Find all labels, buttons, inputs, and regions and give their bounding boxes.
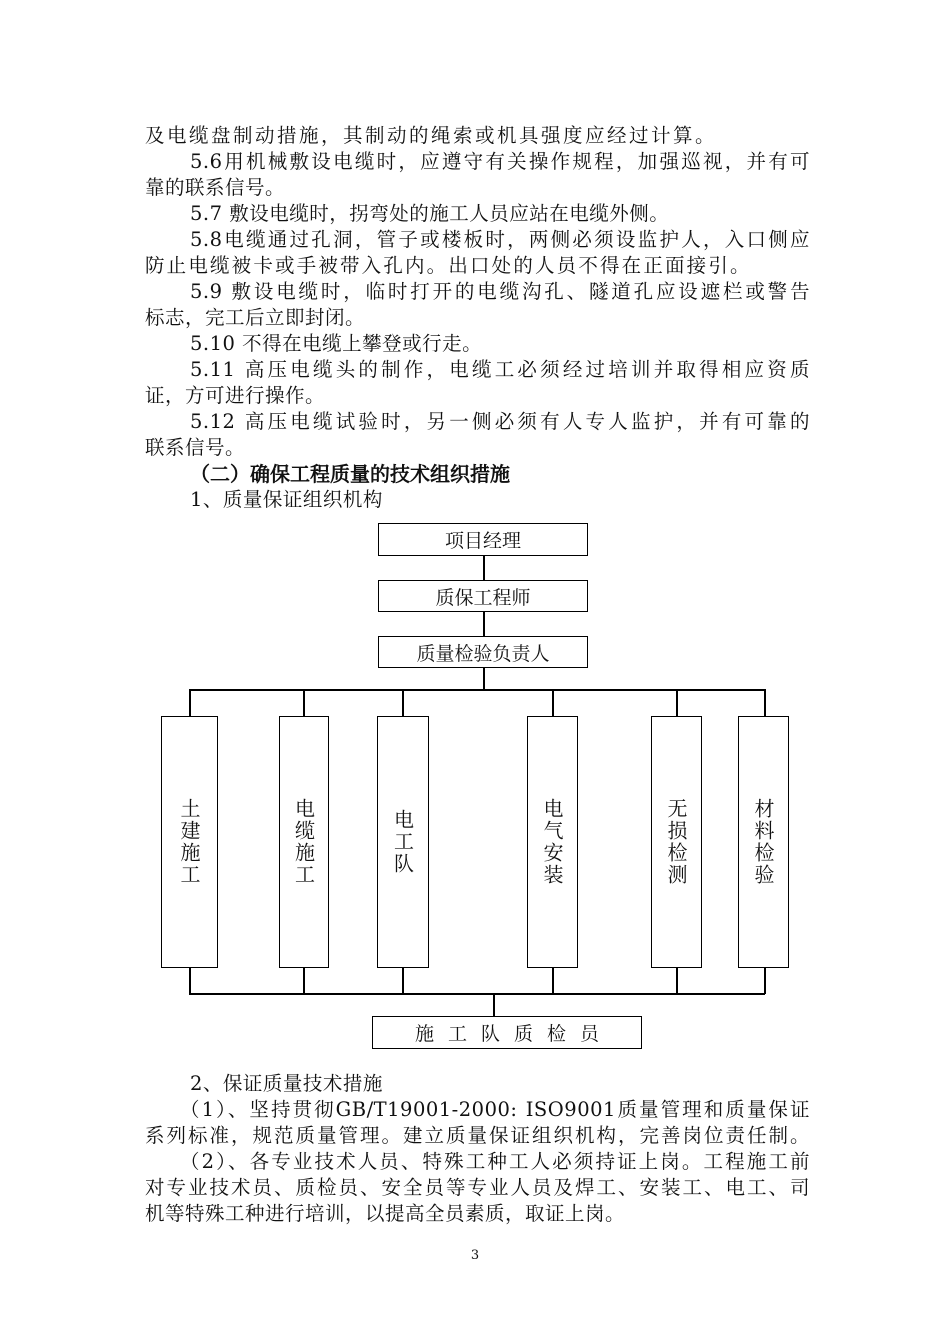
subheading-org-structure: 1、质量保证组织机构: [190, 488, 383, 511]
paragraph-line: 及电缆盘制动措施，其制动的绳索或机具强度应经过计算。: [145, 124, 715, 147]
org-box-label: 项目经理: [444, 530, 521, 552]
paragraph-line: 机等特殊工种进行培训，以提高全员素质，取证上岗。: [145, 1202, 626, 1225]
org-box-team-quality-inspector: [372, 1016, 642, 1049]
team-box-label: 土建施工: [177, 798, 201, 886]
connector-line: [552, 689, 554, 716]
paragraph-line: 系列标准，规范质量管理。建立质量保证组织机构，完善岗位责任制。: [145, 1124, 810, 1147]
paragraph-line: 靠的联系信号。: [145, 176, 286, 199]
team-box-label: 无损检测: [664, 798, 688, 886]
paragraph-line: 标志，完工后立即封闭。: [145, 306, 366, 329]
paragraph-line: 证，方可进行操作。: [145, 384, 326, 407]
paragraph-line: 5.12 高压电缆试验时，另一侧必须有人专人监护，并有可靠的: [190, 410, 810, 433]
connector-line: [483, 556, 485, 580]
connector-line: [303, 689, 305, 716]
connector-line: [402, 689, 404, 716]
paragraph-line: 联系信号。: [145, 436, 246, 459]
connector-line: [676, 968, 678, 994]
paragraph-line: 5.6用机械敷设电缆时，应遵守有关操作规程，加强巡视，并有可: [190, 150, 810, 173]
team-box-label: 电缆施工: [291, 798, 316, 886]
team-box-label: 电气安装: [540, 798, 564, 886]
connector-line: [552, 968, 554, 994]
connector-bus-bottom: [189, 993, 765, 995]
connector-line: [483, 612, 485, 636]
connector-bus-top: [189, 689, 765, 691]
paragraph-line: 5.11 高压电缆头的制作，电缆工必须经过培训并取得相应资质: [190, 358, 810, 381]
team-box-material-inspection: [738, 716, 789, 968]
connector-line: [676, 689, 678, 716]
org-box-label: 质量检验负责人: [416, 642, 550, 665]
paragraph-line: 5.10 不得在电缆上攀登或行走。: [190, 332, 483, 355]
paragraph-line: 对专业技术员、质检员、安全员等专业人员及焊工、安装工、电工、司: [145, 1176, 810, 1199]
paragraph-line: 5.9 敷设电缆时，临时打开的电缆沟孔、隧道孔应设遮栏或警告: [190, 280, 810, 303]
team-box-electrician-team: [377, 716, 429, 968]
org-box-quality-inspection-lead: [378, 636, 588, 668]
connector-line: [402, 968, 404, 994]
connector-line: [483, 668, 485, 690]
page-number: 3: [470, 1248, 480, 1263]
paragraph-line: 5.7 敷设电缆时，拐弯处的施工人员应站在电缆外侧。: [190, 202, 670, 225]
paragraph-line: （2）、各专业技术人员、特殊工种工人必须持证上岗。工程施工前: [180, 1150, 810, 1173]
team-box-label: 电工队: [390, 809, 415, 875]
org-box-label: 质保工程师: [435, 586, 531, 609]
paragraph-line: （1）、坚持贯彻GB/T19001-2000: ISO9001质量管理和质量保证: [180, 1098, 810, 1121]
team-box-nondestructive-testing: [651, 716, 702, 968]
org-box-project-manager: [378, 523, 588, 556]
team-box-cable-construction: [279, 716, 329, 968]
section-heading: （二）确保工程质量的技术组织措施: [190, 462, 510, 486]
org-box-qa-engineer: [378, 580, 588, 612]
team-box-electrical-installation: [527, 716, 578, 968]
team-box-label: 材料检验: [751, 798, 775, 886]
subheading-quality-measures: 2、保证质量技术措施: [190, 1072, 383, 1095]
paragraph-line: 5.8电缆通过孔洞，管子或楼板时，两侧必须设监护人，入口侧应: [190, 228, 810, 251]
connector-line: [189, 689, 191, 716]
connector-line: [764, 689, 766, 716]
connector-line: [493, 993, 495, 1016]
connector-line: [764, 968, 766, 994]
org-box-label: 施工队质检员: [414, 1023, 613, 1045]
connector-line: [303, 968, 305, 994]
paragraph-line: 防止电缆被卡或手被带入孔内。出口处的人员不得在正面接引。: [145, 254, 750, 277]
team-box-civil-construction: [161, 716, 218, 968]
connector-line: [189, 968, 191, 994]
